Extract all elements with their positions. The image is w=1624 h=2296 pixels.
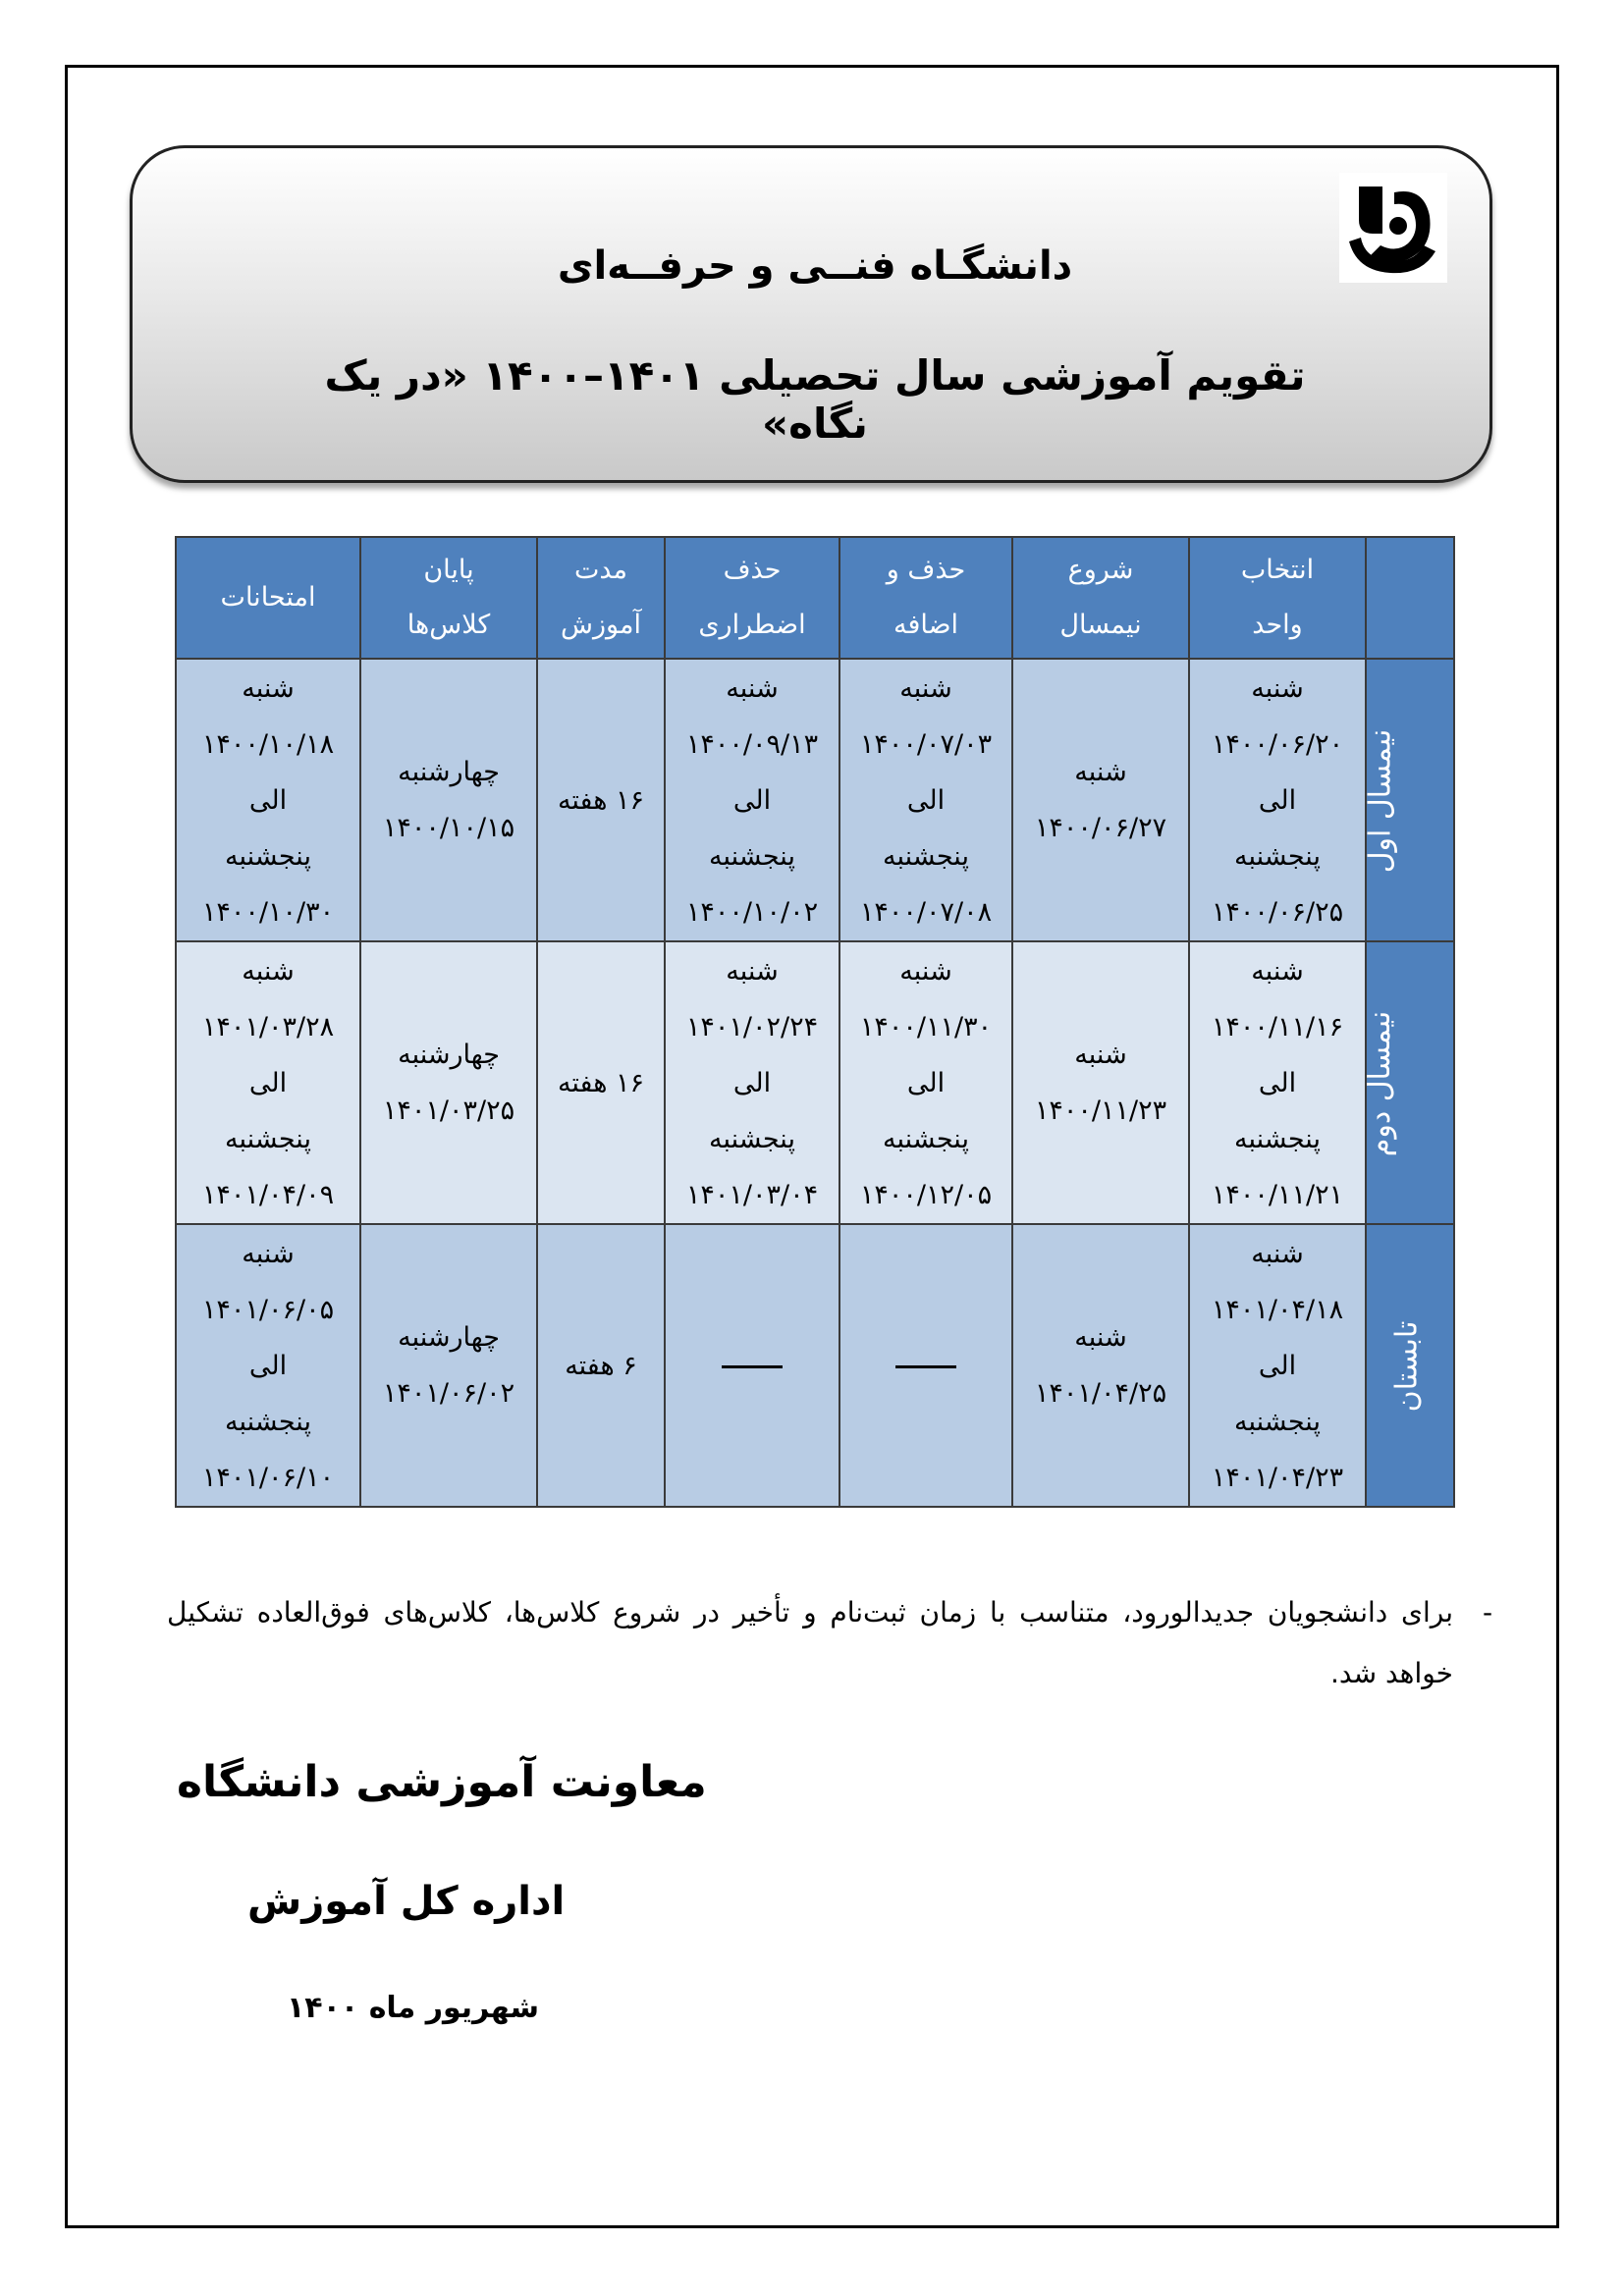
cell-line: الی: [248, 1350, 288, 1381]
table-row: [176, 659, 1454, 941]
cell-line: ۱۴۰۱/۰۳/۰۴: [685, 1179, 819, 1210]
cell-line: ۱۴۰۰/۱۰/۱۵: [382, 813, 515, 843]
cell-line: الی: [906, 784, 946, 816]
cell-line: الی: [1258, 1067, 1297, 1098]
cell-line: ۱۴۰۰/۰۷/۰۸: [859, 896, 993, 928]
cell-line: شنبه: [242, 1238, 295, 1269]
column-header: [537, 537, 665, 659]
table-cell: [839, 659, 1012, 941]
table-cell: [360, 659, 537, 941]
column-header-line: حذف: [723, 555, 782, 585]
cell-line: ۱۴۰۱/۰۶/۱۰: [201, 1462, 335, 1493]
table-cell: [1012, 1224, 1189, 1507]
cell-line: الی: [732, 1067, 772, 1098]
row-label: نیمسال دوم: [1362, 1010, 1397, 1156]
cell-line: چهارشنبه: [398, 1322, 500, 1353]
table-cell: [176, 659, 360, 941]
cell-line: شنبه: [242, 955, 295, 987]
signature-department: اداره کل آموزش: [247, 1879, 566, 1924]
empty-dash: [895, 1365, 956, 1368]
table-header-row: [176, 537, 1454, 659]
cell-line: شنبه: [1251, 955, 1304, 987]
table-row: [176, 941, 1454, 1224]
cell-line: الی: [1258, 1350, 1297, 1381]
cell-line: شنبه: [1251, 1238, 1304, 1269]
column-header: [176, 537, 360, 659]
row-label-cell: [1363, 659, 1454, 941]
cell-line: پنجشنبه: [1234, 1123, 1321, 1154]
table-cell: [360, 1224, 537, 1507]
cell-line: ۱۴۰۱/۰۳/۲۸: [201, 1011, 335, 1042]
cell-line: ۱۴۰۰/۱۰/۰۲: [685, 896, 819, 928]
cell-line: الی: [248, 784, 288, 816]
cell-line: پنجشنبه: [709, 840, 795, 872]
cell-line: ۱۴۰۱/۰۶/۰۲: [382, 1378, 515, 1409]
note-bullet: -: [1483, 1596, 1493, 1629]
column-header: [1189, 537, 1366, 659]
column-header: [839, 537, 1012, 659]
cell-line: پنجشنبه: [225, 1123, 311, 1154]
cell-line: الی: [906, 1067, 946, 1098]
table-cell: [839, 941, 1012, 1224]
column-header: [360, 537, 537, 659]
table-cell: [537, 941, 665, 1224]
cell-line: شنبه: [1074, 1040, 1127, 1070]
academic-calendar-table: [175, 536, 1455, 1508]
cell-line: ۱۶ هفته: [557, 784, 645, 816]
row-label-cell: [1366, 1224, 1454, 1507]
table-row: [176, 1224, 1454, 1507]
cell-line: شنبه: [899, 672, 952, 704]
table-cell: [1189, 1224, 1366, 1507]
column-header-line: امتحانات: [220, 582, 316, 613]
cell-line: شنبه: [1251, 672, 1304, 704]
cell-line: الی: [732, 784, 772, 816]
cell-line: ۶ هفته: [565, 1350, 637, 1381]
cell-line: پنجشنبه: [1234, 1406, 1321, 1437]
column-header-line: واحد: [1252, 610, 1303, 640]
cell-line: پنجشنبه: [709, 1123, 795, 1154]
cell-line: پنجشنبه: [225, 840, 311, 872]
cell-line: ۱۴۰۰/۱۱/۳۰: [859, 1011, 993, 1042]
cell-line: ۱۴۰۰/۰۶/۲۵: [1211, 896, 1344, 928]
cell-line: ۱۴۰۰/۰۷/۰۳: [859, 728, 993, 760]
table-cell: [176, 1224, 360, 1507]
cell-line: الی: [1258, 784, 1297, 816]
cell-line: ۱۴۰۱/۰۲/۲۴: [685, 1011, 819, 1042]
column-header-line: نیمسال: [1059, 610, 1142, 640]
cell-line: ۱۴۰۱/۰۴/۲۵: [1034, 1378, 1167, 1409]
cell-line: شنبه: [726, 955, 779, 987]
table-cell: [665, 1224, 839, 1507]
cell-line: شنبه: [726, 672, 779, 704]
table-cell: [839, 1224, 1012, 1507]
cell-line: ۱۴۰۰/۱۰/۱۸: [201, 728, 335, 760]
column-header: [665, 537, 839, 659]
cell-line: پنجشنبه: [883, 1123, 969, 1154]
table-cell: [665, 659, 839, 941]
cell-line: ۱۴۰۱/۰۴/۱۸: [1211, 1294, 1344, 1325]
cell-line: ۱۴۰۱/۰۴/۲۳: [1211, 1462, 1344, 1493]
university-logo-icon: [1339, 173, 1447, 283]
cell-line: چهارشنبه: [398, 1040, 500, 1070]
column-header-line: کلاس‌ها: [406, 610, 491, 640]
cell-line: ۱۴۰۰/۱۱/۲۱: [1211, 1179, 1344, 1210]
university-title: دانشگـاه فنــی و حرفــه‌ای: [557, 243, 1073, 289]
table-cell: [537, 659, 665, 941]
cell-line: پنجشنبه: [883, 840, 969, 872]
table-cell: [1012, 941, 1189, 1224]
cell-line: چهارشنبه: [398, 757, 500, 787]
note-text: برای دانشجویان جدیدالورود، متناسب با زمان ثبت‌نام و تأخیر در شروع کلاس‌ها، کلاس‌های فوق‌العاده تشکیل خواهد شد.: [167, 1596, 1453, 1689]
cell-line: ۱۴۰۰/۱۱/۲۳: [1034, 1095, 1167, 1126]
table-cell: [1012, 659, 1189, 941]
row-label: تابستان: [1389, 1320, 1425, 1412]
table-cell: [537, 1224, 665, 1507]
cell-line: شنبه: [1074, 757, 1127, 787]
cell-line: ۱۴۰۰/۱۲/۰۵: [859, 1179, 993, 1210]
empty-dash: [722, 1365, 783, 1368]
table-cell: [665, 941, 839, 1224]
cell-line: ۱۴۰۱/۰۴/۰۹: [201, 1179, 335, 1210]
column-header-line: مدت: [573, 555, 628, 585]
column-header-line: آموزش: [561, 610, 641, 640]
cell-line: الی: [248, 1067, 288, 1098]
cell-line: ۱۴۰۱/۰۶/۰۵: [201, 1294, 335, 1325]
cell-line: ۱۴۰۰/۰۶/۲۷: [1034, 813, 1167, 843]
cell-line: پنجشنبه: [1234, 840, 1321, 872]
table-cell: [176, 941, 360, 1224]
cell-line: ۱۴۰۰/۰۶/۲۰: [1211, 728, 1344, 760]
table-cell: [360, 941, 537, 1224]
cell-line: شنبه: [242, 672, 295, 704]
cell-line: ۱۶ هفته: [557, 1067, 645, 1098]
column-header-line: اضافه: [893, 610, 959, 640]
row-label: نیمسال اول: [1363, 728, 1398, 873]
cell-line: شنبه: [1074, 1322, 1127, 1353]
cell-line: ۱۴۰۰/۰۹/۱۳: [685, 728, 819, 760]
cell-line: ۱۴۰۰/۱۱/۱۶: [1211, 1011, 1344, 1042]
column-header-line: اضطراری: [698, 610, 806, 640]
table-corner-cell: [1366, 537, 1454, 659]
cell-line: ۱۴۰۰/۱۰/۳۰: [201, 896, 335, 928]
column-header-line: پایان: [423, 555, 474, 585]
row-label-cell: [1362, 941, 1454, 1224]
signature-vice-chancellor: معاونت آموزشی دانشگاه: [177, 1757, 707, 1807]
column-header: [1012, 537, 1189, 659]
cell-line: پنجشنبه: [225, 1406, 311, 1437]
cell-line: شنبه: [899, 955, 952, 987]
signature-date: شهریور ماه ۱۴۰۰: [287, 1991, 539, 2025]
column-header-line: حذف و: [886, 555, 966, 585]
column-header-line: انتخاب: [1240, 555, 1315, 585]
column-header-line: شروع: [1067, 555, 1134, 585]
calendar-title: تقویم آموزشی سال تحصیلی ۱۴۰۱–۱۴۰۰ «در یک نگاه»: [324, 351, 1306, 448]
cell-line: ۱۴۰۱/۰۳/۲۵: [382, 1095, 515, 1126]
